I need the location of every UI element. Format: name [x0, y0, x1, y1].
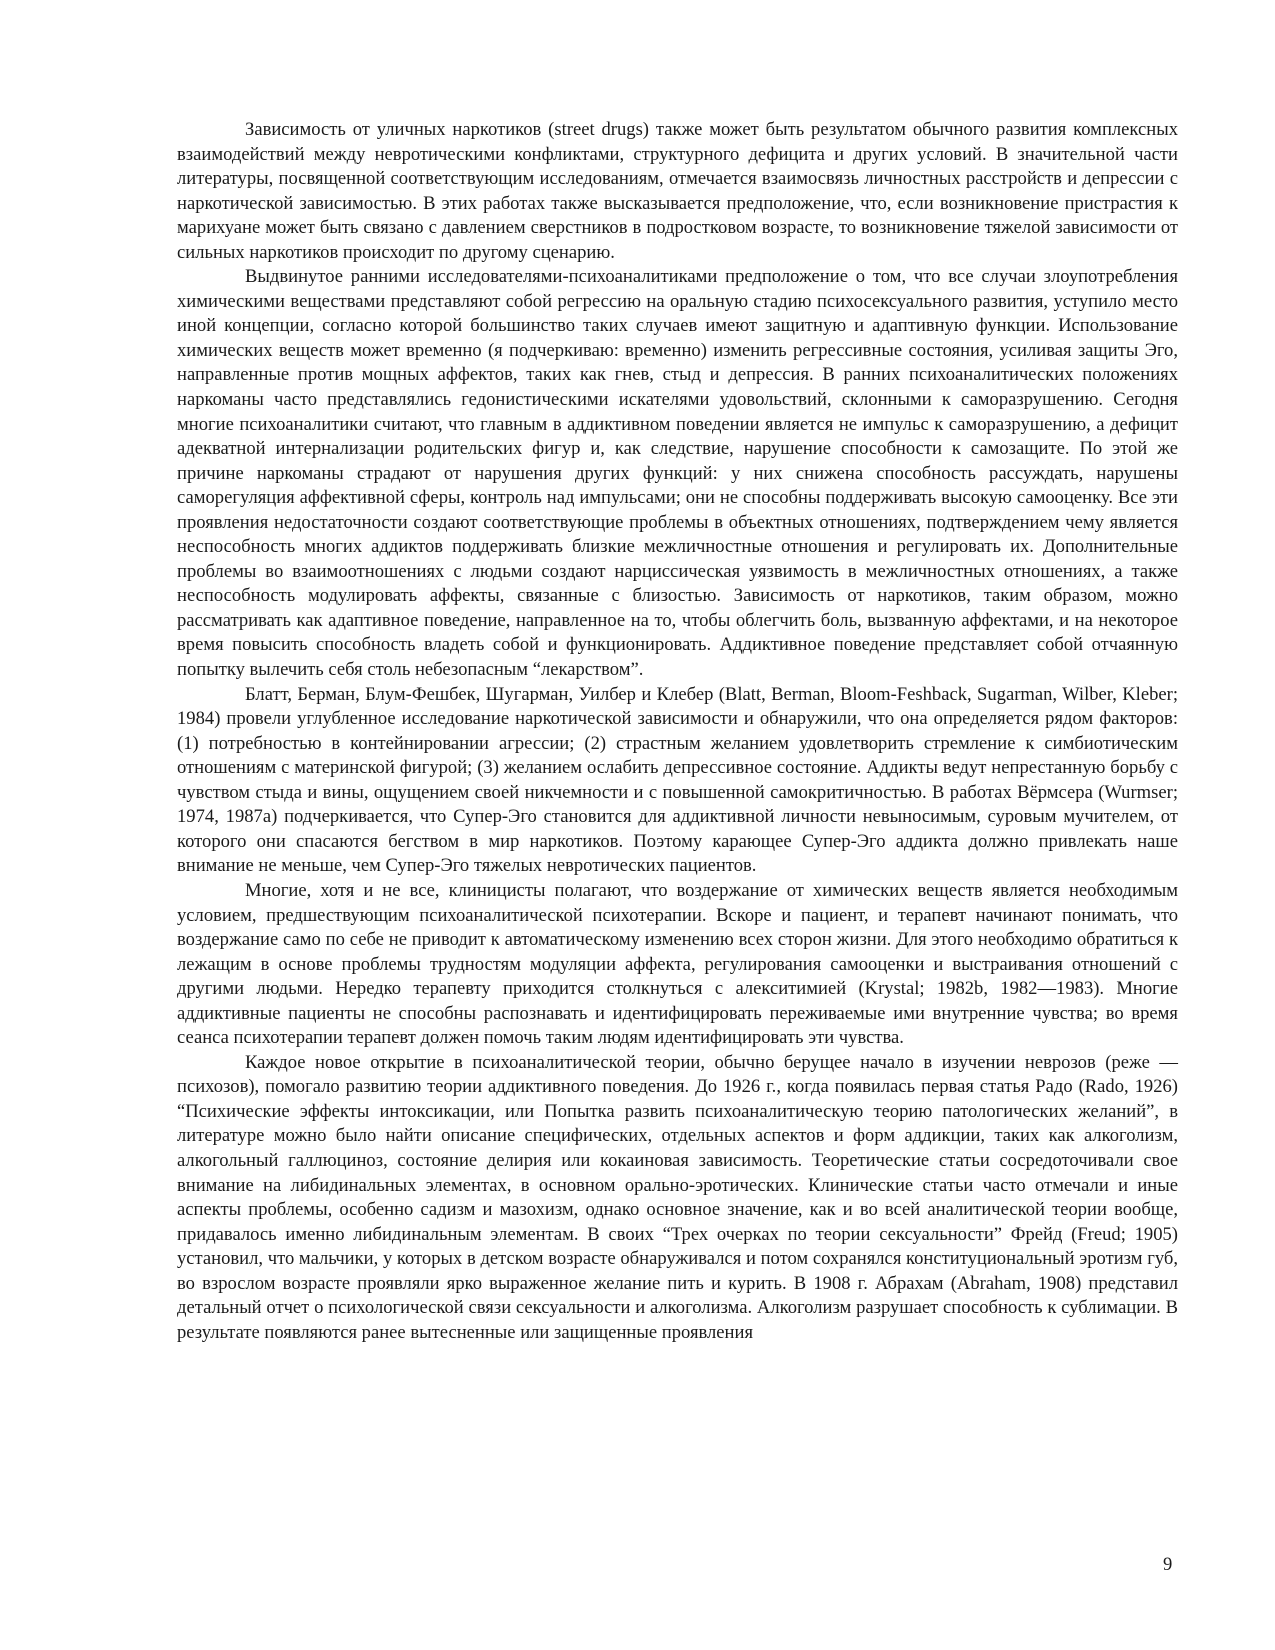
paragraph: Многие, хотя и не все, клиницисты полагают, что воздержание от химических веществ является необходимым условием, предшествующим психоаналитической психотерапии. Вскоре и пациент, и терапевт начинают понимать, что воздержание само по себе не приводит к автоматическому изменению всех сторон жизни. Для этого необходимо обратиться к лежащим в основе проблемы трудностям модуляции аффекта, регулирования самооценки и выстраивания отношений с другими людьми. Нередко терапевту приходится столкнуться с алекситимией (Krystal; 1982b, 1982—1983). Многие аддиктивные пациенты не способны распознавать и идентифицировать переживаемые ими внутренние чувства; во время сеанса психотерапии терапевт должен помочь таким людям идентифицировать эти чувства.: [177, 879, 1178, 1049]
body-text: [177, 118, 1178, 1345]
page-number: 9: [1163, 1554, 1173, 1575]
paragraph: Зависимость от уличных наркотиков (street drugs) также может быть результатом обычного развития комплексных взаимодействий между невротическими конфликтами, структурного дефицита и других условий. В значительной части литературы, посвященной соответствующим исследованиям, отмечается взаимосвязь личностных расстройств и депрессии с наркотической зависимостью. В этих работах также высказывается предположение, что, если возникновение пристрастия к марихуане может быть связано с давлением сверстников в подростковом возрасте, то возникновение тяжелой зависимости от сильных наркотиков происходит по другому сценарию.: [177, 119, 1178, 263]
paragraph: Выдвинутое ранними исследователями-психоаналитиками предположение о том, что все случаи злоупотребления химическими веществами представляют собой регрессию на оральную стадию психосексуального развития, уступило место иной концепции, согласно которой большинство таких случаев имеют защитную и адаптивную функции. Использование химических веществ может временно (я подчеркиваю: временно) изменить регрессивные состояния, усиливая защиты Эго, направленные против мощных аффектов, таких как гнев, стыд и депрессия. В ранних психоаналитических положениях наркоманы часто представлялись гедонистическими искателями удовольствий, склонными к саморазрушению. Сегодня многие психоаналитики считают, что главным в аддиктивном поведении является не импульс к саморазрушению, а дефицит адекватной интернализации родительских фигур и, как следствие, нарушение способности к самозащите. По этой же причине наркоманы страдают от нарушения других функций: у них снижена способность рассуждать, нарушены саморегуляция аффективной сферы, контроль над импульсами; они не способны поддерживать высокую самооценку. Все эти проявления недостаточности создают соответствующие проблемы в объектных отношениях, подтверждением чему является неспособность многих аддиктов поддерживать близкие межличностные отношения и регулировать их. Дополнительные проблемы во взаимоотношениях с людьми создают нарциссическая уязвимость в межличностных отношениях, а также неспособность модулировать аффекты, связанные с близостью. Зависимость от наркотиков, таким образом, можно рассматривать как адаптивное поведение, направленное на то, чтобы облегчить боль, вызванную аффектами, и на некоторое время повысить способность владеть собой и функционировать. Аддиктивное поведение представляет собой отчаянную попытку вылечить себя столь небезопасным “лекарством”.: [177, 266, 1178, 681]
paragraph: Блатт, Берман, Блум-Фешбек, Шугарман, Уилбер и Клебер (Blatt, Berman, Bloom-Feshback, Sugarman, Wilber, Kleber; 1984) провели углубленное исследование наркотической зависимости и обнаружили, что она определяется рядом факторов: (1) потребностью в контейнировании агрессии; (2) страстным желанием удовлетворить стремление к симбиотическим отношениям с материнской фигурой; (3) желанием ослабить депрессивное состояние. Аддикты ведут непрестанную борьбу с чувством стыда и вины, ощущением своей никчемности и с повышенной самокритичностью. В работах Вёрмсера (Wurmser; 1974, 1987a) подчеркивается, что Супер-Эго становится для аддиктивной личности невыносимым, суровым мучителем, от которого они спасаются бегством в мир наркотиков. Поэтому карающее Супер-Эго аддикта должно привлекать наше внимание не меньше, чем Супер-Эго тяжелых невротических пациентов.: [177, 683, 1178, 877]
paragraph: Каждое новое открытие в психоаналитической теории, обычно берущее начало в изучении неврозов (реже — психозов), помогало развитию теории аддиктивного поведения. До 1926 г., когда появилась первая статья Радо (Rado, 1926) “Психические эффекты интоксикации, или Попытка развить психоаналитическую теорию патологических желаний”, в литературе можно было найти описание специфических, отдельных аспектов и форм аддикции, таких как алкоголизм, алкогольный галлюциноз, состояние делирия или кокаиновая зависимость. Теоретические статьи сосредоточивали свое внимание на либидинальных элементах, в основном орально-эротических. Клинические статьи часто отмечали и иные аспекты проблемы, особенно садизм и мазохизм, однако основное значение, как и во всей аналитической теории вообще, придавалось именно либидинальным элементам. В своих “Трех очерках по теории сексуальности” Фрейд (Freud; 1905) установил, что мальчики, у которых в детском возрасте обнаруживался и потом сохранялся конституциональный эротизм губ, во взрослом возрасте проявляли ярко выраженное желание пить и курить. В 1908 г. Абрахам (Abraham, 1908) представил детальный отчет о психологической связи сексуальности и алкоголизма. Алкоголизм разрушает способность к сублимации. В результате появляются ранее вытесненные или защищенные проявления: [177, 1051, 1178, 1343]
